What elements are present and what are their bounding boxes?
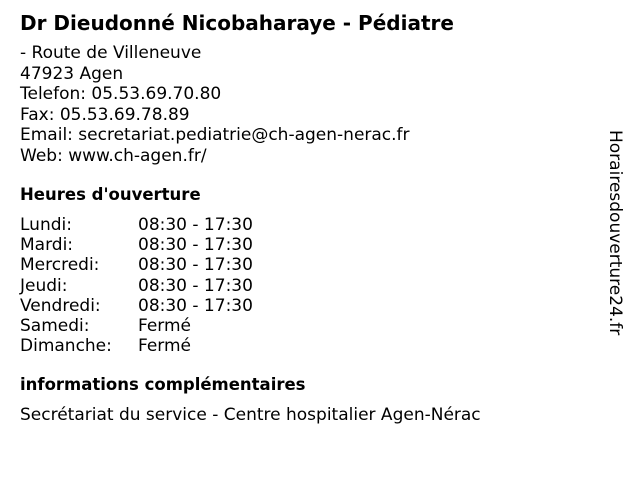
practice-card [20,10,600,425]
address-line-2: 47923 Agen [20,63,124,84]
phone-text: Telefon: 05.53.69.70.80 [20,84,222,104]
day-label: Dimanche: [20,336,112,357]
day-label: Mercredi: [20,255,100,276]
time-value: Fermé [138,336,192,357]
contact-block [20,43,600,166]
web-text: Web: www.ch-agen.fr/ [20,145,207,166]
day-label: Mardi: [20,235,74,256]
hours-row-samedi [20,316,600,336]
hours-table [20,215,600,356]
email-text: Email: secretariat.pediatrie@ch-agen-nerac.fr [20,125,410,145]
fax-text: Fax: 05.53.69.78.89 [20,104,190,125]
day-label: Samedi: [20,316,90,337]
hours-row-mercredi [20,255,600,275]
page-title: Dr Dieudonné Nicobaharaye - Pédiatre [20,11,454,35]
hours-row-jeudi [20,276,600,296]
hours-row-dimanche [20,336,600,356]
hours-row-lundi [20,215,600,235]
hours-heading: Heures d'ouverture [20,185,201,204]
hours-row-mardi [20,235,600,255]
time-value: 08:30 - 17:30 [138,275,253,296]
day-label: Jeudi: [20,275,68,296]
info-text: Secrétariat du service - Centre hospitalier Agen-Nérac [20,405,481,426]
time-value: Fermé [138,316,192,337]
time-value: 08:30 - 17:30 [138,235,253,256]
time-value: 08:30 - 17:30 [138,295,253,316]
info-heading: informations complémentaires [20,375,306,395]
time-value: 08:30 - 17:30 [138,215,253,235]
time-value: 08:30 - 17:30 [138,255,253,276]
site-watermark: Horairesdouverture24.fr [605,130,625,336]
hours-row-vendredi [20,296,600,316]
address-line-1: - Route de Villeneuve [20,43,202,63]
day-label: Lundi: [20,215,72,235]
day-label: Vendredi: [20,295,101,316]
